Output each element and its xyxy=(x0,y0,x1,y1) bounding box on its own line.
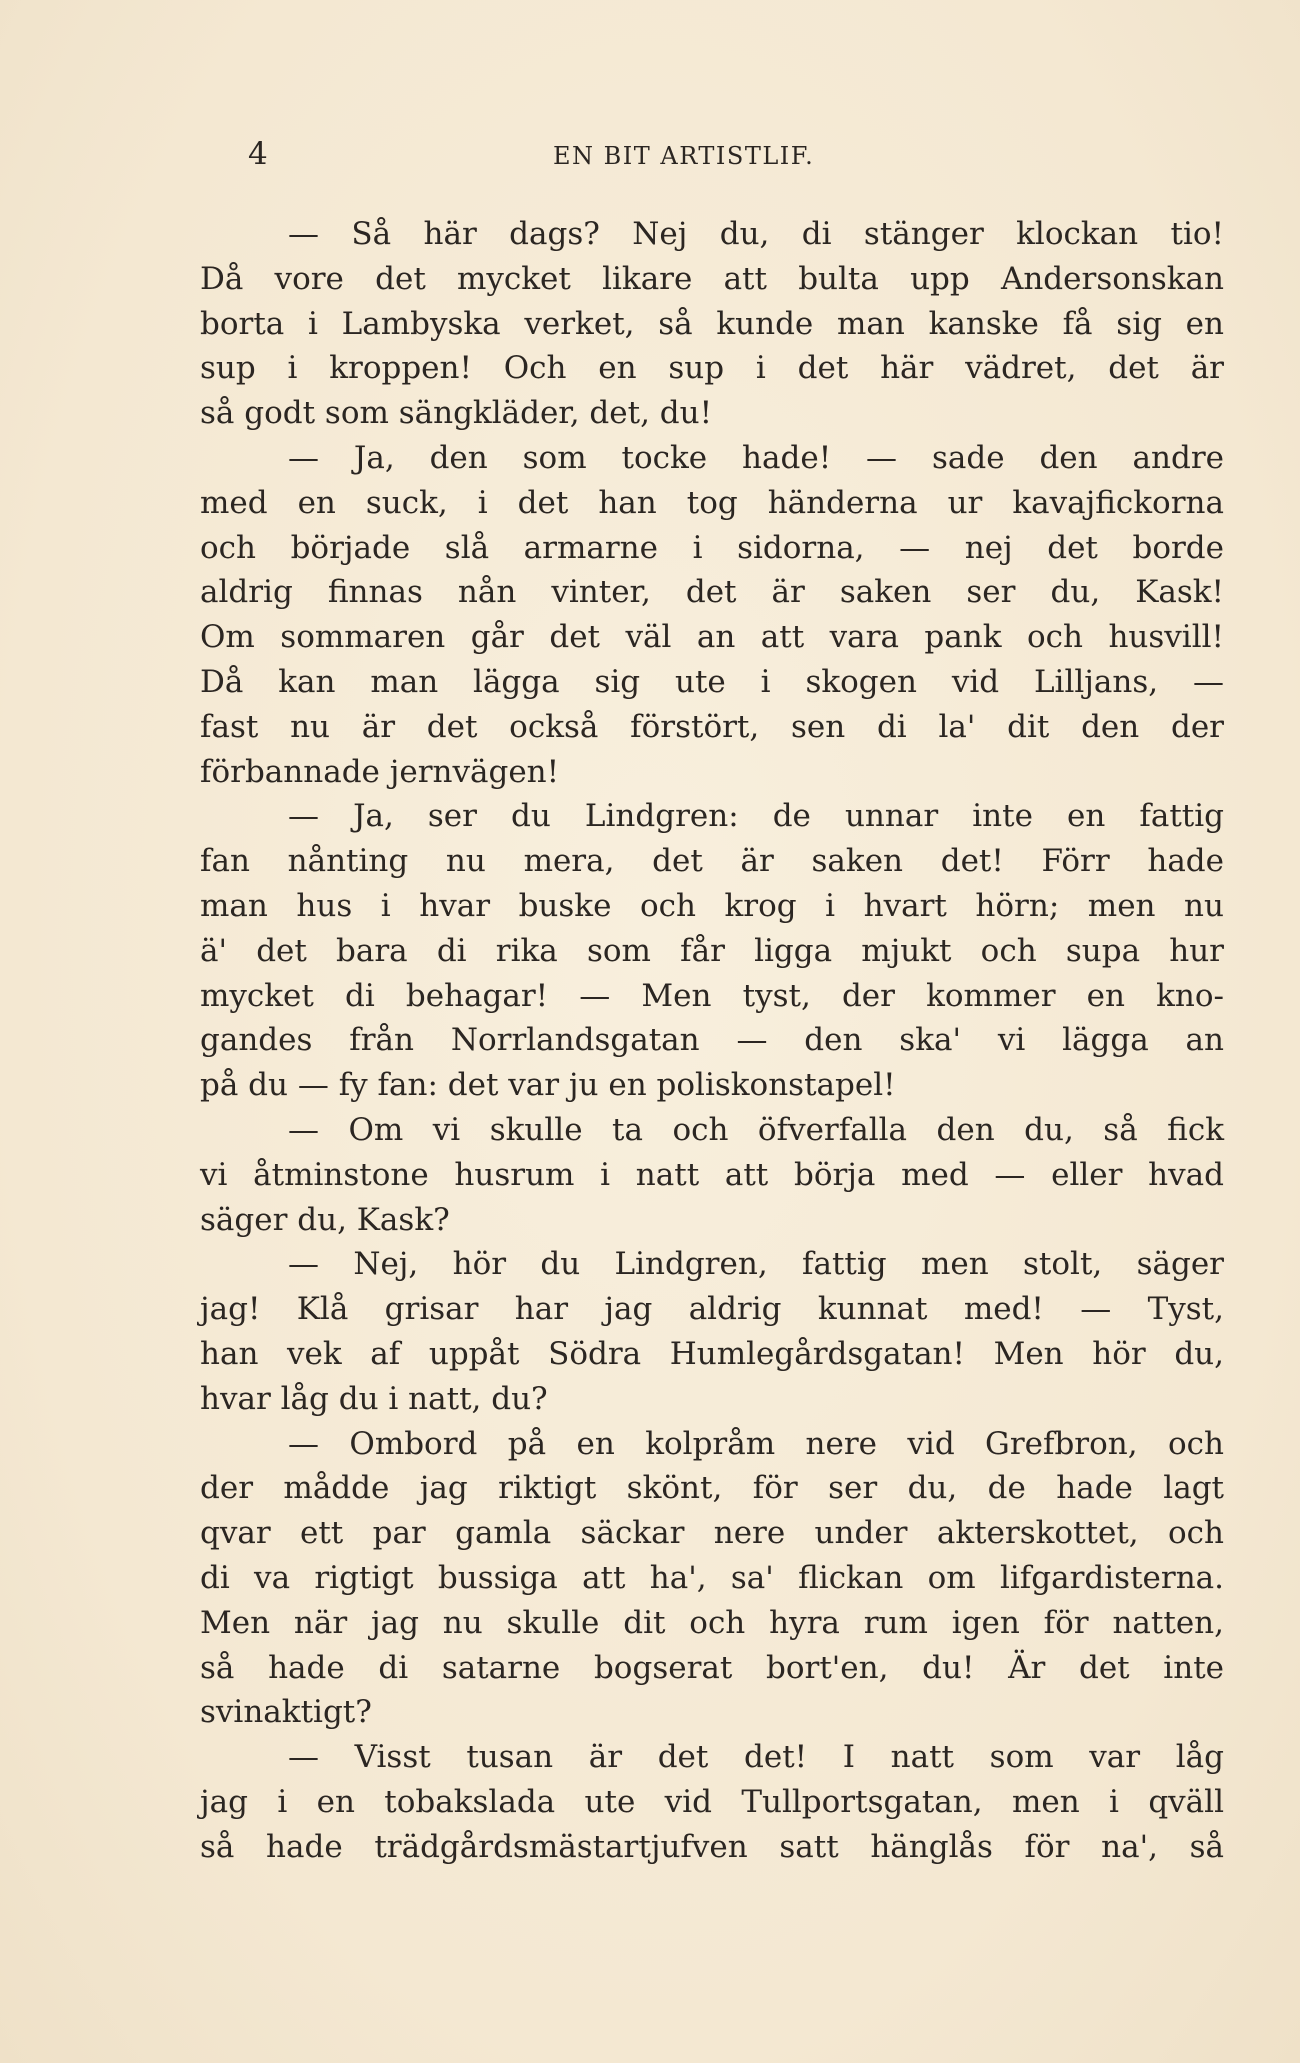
text-line: jag i en tobakslada ute vid Tullportsgatan, men i qväll xyxy=(200,1783,1224,1820)
text-line: mycket di behagar! — Men tyst, der kommer en kno- xyxy=(200,977,1224,1014)
text-line: sup i kroppen! Och en sup i det här vädret, det är xyxy=(200,350,1224,387)
text-line: vi åtminstone husrum i natt att börja med — eller hvad xyxy=(200,1156,1224,1193)
text-line: och började slå armarne i sidorna, — nej det borde xyxy=(200,529,1224,566)
page-number: 4 xyxy=(248,136,268,172)
text-line: — Nej, hör du Lindgren, fattig men stolt, säger xyxy=(288,1246,1224,1283)
running-head: EN BIT ARTISTLIF. xyxy=(553,142,815,170)
text-line: — Om vi skulle ta och öfverfalla den du, så fick xyxy=(288,1111,1224,1148)
text-line: aldrig finnas nån vinter, det är saken ser du, Kask! xyxy=(200,574,1224,611)
text-line: — Så här dags? Nej du, di stänger klockan tio! xyxy=(288,216,1224,252)
text-line: förbannade jernvägen! xyxy=(200,753,560,790)
text-line: man hus i hvar buske och krog i hvart hörn; men nu xyxy=(200,887,1224,924)
text-line: ä' det bara di rika som får ligga mjukt och supa hur xyxy=(200,932,1224,969)
text-line: så godt som sängkläder, det, du! xyxy=(200,395,713,432)
text-line: så hade di satarne bogserat bort'en, du! Är det inte xyxy=(200,1649,1224,1686)
text-line: di va rigtigt bussiga att ha', sa' flickan om lifgardisterna. xyxy=(200,1559,1224,1596)
text-line: gandes från Norrlandsgatan — den ska' vi lägga an xyxy=(200,1022,1224,1059)
text-line: — Ja, den som tocke hade! — sade den andre xyxy=(288,439,1224,476)
text-line: fan nånting nu mera, det är saken det! Förr hade xyxy=(200,843,1224,880)
text-line: säger du, Kask? xyxy=(200,1201,450,1238)
text-line: — Visst tusan är det det! I natt som var låg xyxy=(288,1739,1224,1776)
text-line: — Ja, ser du Lindgren: de unnar inte en fattig xyxy=(288,798,1224,835)
text-line: Då vore det mycket likare att bulta upp Andersonskan xyxy=(200,260,1224,297)
page-header xyxy=(248,136,1248,176)
text-line: Då kan man lägga sig ute i skogen vid Lilljans, — xyxy=(200,663,1224,700)
text-line: borta i Lambyska verket, så kunde man kanske få sig en xyxy=(200,305,1224,342)
text-line: qvar ett par gamla säckar nere under akterskottet, och xyxy=(200,1515,1224,1552)
text-line: jag! Klå grisar har jag aldrig kunnat med! — Tyst, xyxy=(200,1291,1224,1328)
text-line: på du — fy fan: det var ju en poliskonstapel! xyxy=(200,1067,896,1104)
text-line: Men när jag nu skulle dit och hyra rum igen för natten, xyxy=(200,1604,1224,1641)
text-line: så hade trädgårdsmästartjufven satt hänglås för na', så xyxy=(200,1828,1224,1865)
text-line: der mådde jag riktigt skönt, för ser du, de hade lagt xyxy=(200,1470,1224,1507)
text-line: fast nu är det också förstört, sen di la' dit den der xyxy=(200,708,1224,745)
text-line: svinaktigt? xyxy=(200,1694,372,1731)
text-line: — Ombord på en kolpråm nere vid Grefbron, och xyxy=(288,1425,1224,1462)
text-line: Om sommaren går det väl an att vara pank och husvill! xyxy=(200,619,1224,656)
body-text xyxy=(200,212,1224,1869)
text-line: med en suck, i det han tog händerna ur kavajfickorna xyxy=(200,484,1224,521)
text-line: hvar låg du i natt, du? xyxy=(200,1380,548,1417)
text-line: han vek af uppåt Södra Humlegårdsgatan! Men hör du, xyxy=(200,1335,1224,1372)
